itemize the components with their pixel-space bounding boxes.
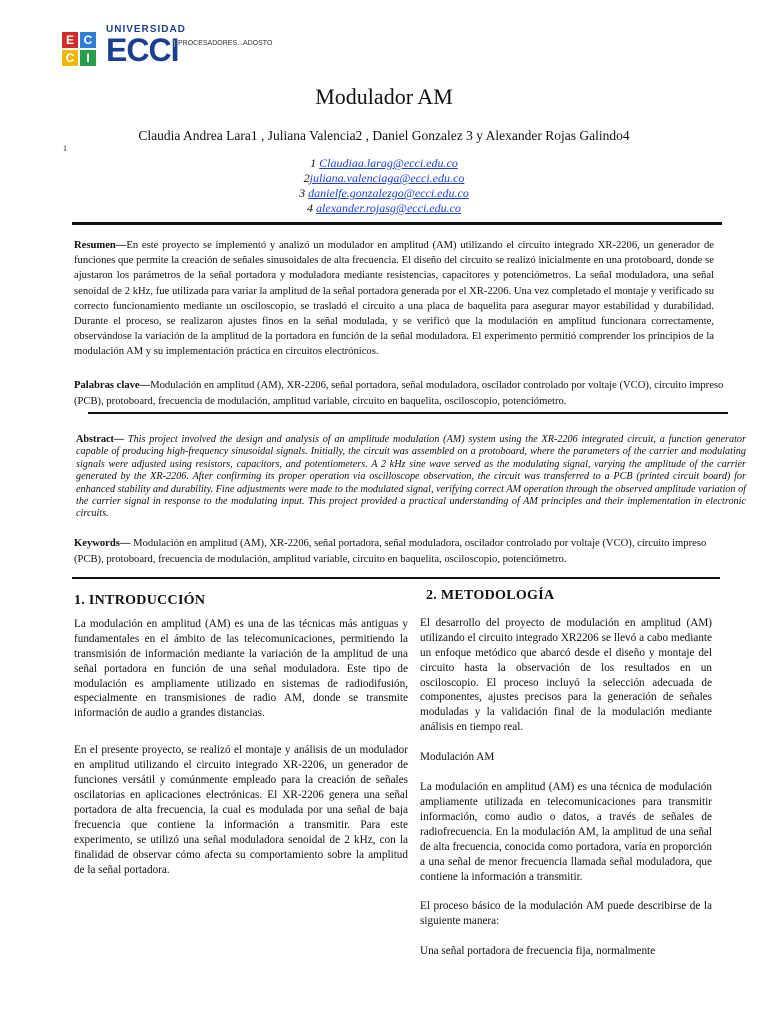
email-line	[0, 201, 768, 216]
abstract-paragraph	[76, 434, 746, 521]
abstract-label: Abstract—	[76, 434, 125, 445]
authors-line: Claudia Andrea Lara1 , Juliana Valencia2 , Daniel Gonzalez 3 y Alexander Rojas Galindo4	[138, 128, 630, 143]
keywords-paragraph	[74, 536, 724, 568]
palabras-label: Palabras clave—	[74, 380, 151, 391]
subheading-modulacion-am: Modulación AM	[420, 751, 495, 764]
logo-square-c2: C	[62, 50, 78, 66]
resumen-paragraph	[74, 238, 714, 360]
paper-title: Modulador AM	[315, 84, 453, 109]
method-paragraph-2: La modulación en amplitud (AM) es una técnica de modulación ampliamente utilizada en telecomunicaciones para transmitir información, como audio o datos, a través de señales de radiofrecuencia. En la modulación AM, la amplitud de una señal de alta frecuencia, conocida como portadora, varía en proporción a una señal de menor frecuencia llamada señal moduladora, que contiene la información a transmitir.	[420, 781, 712, 883]
university-logo	[62, 24, 292, 70]
email-number: 1	[310, 156, 317, 170]
email-line	[0, 156, 768, 171]
column-right	[420, 589, 712, 974]
email-link[interactable]: danielfe.gonzalezgo@ecci.edu.co	[308, 186, 469, 200]
logo-square-c1: C	[80, 32, 96, 48]
email-line	[0, 186, 768, 201]
logo-university-text: UNIVERSIDAD	[106, 24, 186, 35]
palabras-text: Modulación en amplitud (AM), XR-2206, señal portadora, señal moduladora, oscilador controlado por voltaje (VCO), circuito impreso (PCB), protoboard, frecuencia de modulación, amplitud variable, circuito en baquelita, osciloscopio, potenciómetro.	[74, 380, 724, 407]
email-number: 4	[307, 201, 314, 215]
logo-ecci-text: ECCI	[106, 32, 179, 68]
keywords-text: Modulación en amplitud (AM), XR-2206, señal portadora, señal moduladora, oscilador controlado por voltaje (VCO), circuito impreso (PCB), protoboard, frecuencia de modulación, amplitud variable, circuito en baquelita, osciloscopio, potenciómetro.	[74, 538, 707, 565]
method-paragraph-3: El proceso básico de la modulación AM puede describirse de la siguiente manera:	[420, 900, 712, 928]
palabras-clave-paragraph	[74, 378, 724, 410]
section-heading-metodologia: 2. METODOLOGÍA	[426, 588, 555, 603]
logo-squares-icon	[62, 32, 98, 68]
intro-paragraph-2: En el presente proyecto, se realizó el montaje y análisis de un modulador en amplitud utilizando el circuito integrado XR-2206, un generador de funciones versátil y comúnmente empleado para la creación de señales oscilatorias en aplicaciones electrónicas. El XR-2206 genera una señal portadora de alta frecuencia, la cual es modulada por una señal de baja frecuencia que contiene la información a transmitir. Para este experimento, se utilizó una señal moduladora senoidal de 2 kHz, con la finalidad de observar cómo afecta su comportamiento sobre la amplitud de la señal portadora.	[74, 744, 408, 876]
resumen-text: En este proyecto se implementó y analizó un modulador en amplitud (AM) utilizando el circuito integrado XR-2206, un generador de funciones que permite la creación de señales sinusoidales de alta frecuencia. El diseño del circuito se realizó inicialmente en una protoboard, donde se ajustaron los parámetros de la señal portadora y moduladora mediante resistencias, capacitores y potenciómetros. La señal moduladora, una señal senoidal de 2 kHz, fue utilizada para variar la amplitud de la señal portadora generada por el XR-2206. Una vez completado el montaje y verificado su correcto funcionamiento mediante un osciloscopio, se trasladó el circuito a una placa de baquelita para asegurar mayor estabilidad y durabilidad. Durante el proceso, se realizaron ajustes finos en la señal modulada, y se verificó que la modulación en amplitud funcionara correctamente, observándose la variación de la amplitud de la portadora en función de la señal moduladora. El experimento permitió comprender los principios de la modulación AM y su implementación práctica en circuitos electrónicos.	[74, 240, 714, 358]
abstract-text: This project involved the design and analysis of an amplitude modulation (AM) system using the XR-2206 integrated circuit, a function generator capable of producing high-frequency sinusoidal signals. Initially, the circuit was assembled on a protoboard, where the parameters of the carrier and modulating signals were adjusted using resistors, capacitors, and potentiometers. A 2 kHz sine wave served as the modulating signal, varying the amplitude of the carrier generated by the XR-2206. After confirming its proper operation via oscilloscope observation, the circuit was transferred to a PCB (printed circuit board) for enhanced stability and durability. Fine adjustments were made to the modulated signal, verifying correct AM operation through the observed amplitude variation of the carrier signal in response to the modulating input. This project provided a practical understanding of AM principles and their implementation in electronic circuits.	[76, 434, 746, 520]
resumen-label: Resumen—	[74, 240, 127, 251]
logo-tagline: PROCESADORES...ADOSTO	[174, 40, 272, 47]
divider-middle	[88, 412, 728, 414]
section-heading-introduccion: 1. INTRODUCCIÓN	[74, 593, 206, 608]
email-link[interactable]: Claudiaa.larag@ecci.edu.co	[319, 156, 458, 170]
stray-mark: 1	[63, 144, 67, 153]
divider-top	[72, 222, 722, 225]
divider-bottom	[72, 577, 720, 579]
email-number: 3	[299, 186, 306, 200]
email-line	[0, 171, 768, 186]
email-number: 2	[303, 171, 310, 185]
method-paragraph-1: El desarrollo del proyecto de modulación en amplitud (AM) utilizando el circuito integrado XR2206 se llevó a cabo mediante un enfoque metódico que abarcó desde el diseño y montaje del circuito hasta la observación de los resultados en un osciloscopio. El proceso incluyó la selección adecuada de componentes, ajustes precisos para la generación de señales moduladas y la validación final de la modulación mediante análisis en tiempo real.	[420, 616, 712, 734]
column-left	[74, 594, 408, 892]
intro-paragraph-1: La modulación en amplitud (AM) es una de las técnicas más antiguas y fundamentales en el ámbito de las telecomunicaciones, permitiendo la transmisión de información mediante la variación de la amplitud de una señal portadora en función de una señal moduladora. Este tipo de modulación es ampliamente utilizado en sistemas de radiodifusión, especialmente en transmisiones de radio AM, donde se transmite información de audio a grandes distancias.	[74, 617, 408, 720]
author-emails	[0, 156, 768, 216]
method-paragraph-4: Una señal portadora de frecuencia fija, normalmente	[420, 945, 656, 958]
email-link[interactable]: alexander.rojasg@ecci.edu.co	[316, 201, 461, 215]
email-link[interactable]: juliana.valenciaga@ecci.edu.co	[309, 171, 465, 185]
keywords-label: Keywords—	[74, 538, 131, 549]
logo-square-e: E	[62, 32, 78, 48]
logo-square-i: I	[80, 50, 96, 66]
